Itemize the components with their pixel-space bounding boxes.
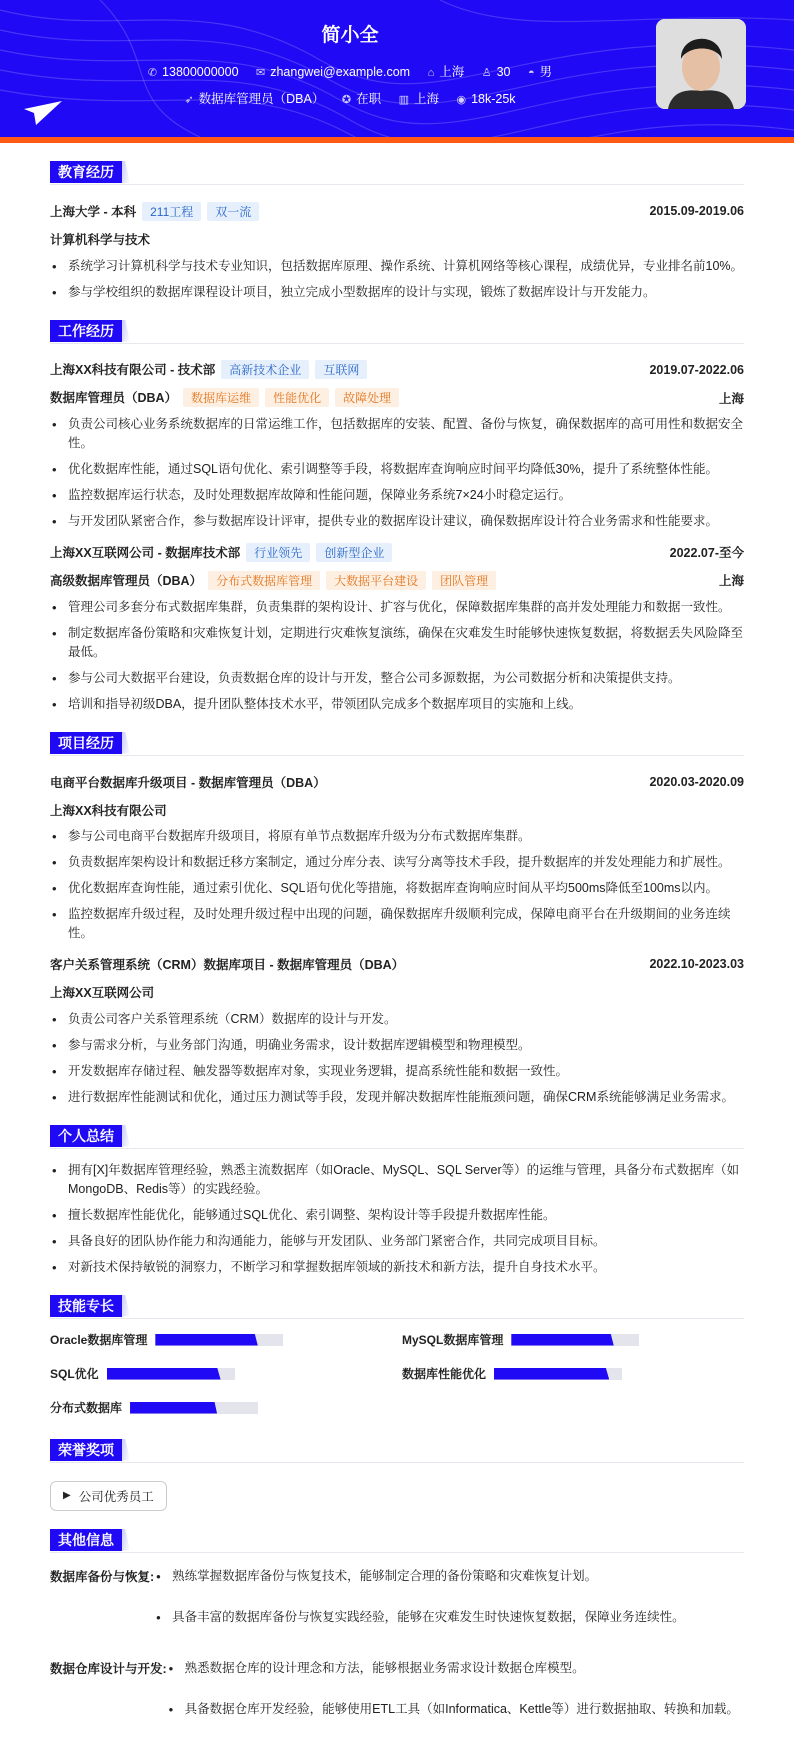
list-item: • 拥有[X]年数据库管理经验，熟悉主流数据库（如Oracle、MySQL、SQL Server等）的运维与管理，具备分布式数据库（如MongoDB、Redis等）的实践经验。 [50, 1161, 744, 1199]
tag: 双一流 [207, 202, 259, 221]
status: 在职 [356, 92, 382, 106]
skill-bar-fill [511, 1334, 613, 1346]
project-company: 上海XX互联网公司 [50, 986, 155, 1000]
tag: 创新型企业 [316, 543, 392, 562]
list-item: • 具备良好的团队协作能力和沟通能力，能够与开发团队、业务部门紧密合作，共同完成项目目标。 [50, 1232, 744, 1251]
section-title: 个人总结 [50, 1125, 122, 1147]
section-title: 其他信息 [50, 1529, 122, 1551]
other-item [50, 1659, 744, 1741]
list-item: • 进行数据库性能测试和优化，通过压力测试等手段，发现并解决数据库性能瓶颈问题，确保CRM系统能够满足业务需求。 [50, 1088, 744, 1107]
section-title: 项目经历 [50, 732, 122, 754]
project-header [50, 950, 744, 978]
salary: 18k-25k [471, 92, 516, 106]
list-item: • 参与公司大数据平台建设，负责数据仓库的设计与开发，整合公司多源数据，为公司数据分析和决策提供支持。 [50, 669, 744, 688]
date: 2015.09-2019.06 [649, 204, 744, 218]
project-company: 上海XX科技有限公司 [50, 803, 167, 818]
skill-item [50, 1365, 402, 1383]
role: 数据库管理员（DBA） [50, 391, 178, 405]
list-item: • 具备数据仓库开发经验，能够使用ETL工具（如Informatica、Kettle等）进行数据抽取、转换和加载。 [167, 1700, 739, 1719]
other-list [50, 1567, 744, 1741]
work-list [50, 356, 744, 714]
company: 上海XX互联网公司 - 数据库技术部 [50, 545, 241, 560]
work-city: 上海 [718, 574, 744, 588]
age-icon: ♙ [481, 67, 492, 79]
list-item: • 系统学习计算机科学与技术专业知识，包括数据库原理、操作系统、计算机网络等核心课程，成绩优异，专业排名前10%。 [50, 257, 744, 276]
list-item: • 参与公司电商平台数据库升级项目，将原有单节点数据库升级为分布式数据库集群。 [50, 827, 744, 846]
date: 2020.03-2020.09 [649, 774, 744, 789]
skill-name: MySQL数据库管理 [402, 1333, 504, 1347]
role-line [50, 566, 744, 594]
list-item: • 管理公司多套分布式数据库集群，负责集群的架构设计、扩容与优化，保障数据库集群的高并发处理能力和数据一致性。 [50, 598, 744, 617]
education-header [50, 197, 744, 225]
avatar [656, 19, 746, 109]
building-icon: ▥ [398, 94, 409, 106]
date: 2019.07-2022.06 [649, 362, 744, 377]
mail-icon: ✉ [256, 67, 266, 79]
contact-row [0, 62, 700, 80]
list-item: • 培训和指导初级DBA，提升团队整体技术水平，带领团队完成多个数据库项目的实施和上线。 [50, 695, 744, 714]
section-work [50, 320, 744, 344]
skill-bar-fill [494, 1368, 609, 1380]
skill-name: 分布式数据库 [50, 1401, 123, 1415]
role-tag: 数据库运维 [183, 388, 259, 407]
skill-name: 数据库性能优化 [402, 1367, 487, 1381]
job-intent-row [0, 89, 700, 107]
list-item: • 优化数据库性能，通过SQL语句优化、索引调整等手段，将数据库查询响应时间平均降低30%，提升了系统整体性能。 [50, 460, 744, 479]
list-item: • 监控数据库升级过程，及时处理升级过程中出现的问题，确保数据库升级顺利完成，保障电商平台在升级期间的业务连续性。 [50, 905, 744, 943]
project-title: 电商平台数据库升级项目 - 数据库管理员（DBA） [50, 775, 326, 790]
role-tag: 性能优化 [265, 388, 329, 407]
gender-icon: ◓ [527, 67, 535, 79]
work-city: 上海 [718, 391, 744, 406]
other-label: 数据仓库设计与开发: [50, 1661, 167, 1676]
list-item: • 开发数据库存储过程、触发器等数据库对象，实现业务逻辑，提高系统性能和数据一致性。 [50, 1062, 744, 1081]
role: 高级数据库管理员（DBA） [50, 573, 203, 588]
skill-name: Oracle数据库管理 [50, 1333, 148, 1347]
skill-bar [130, 1402, 258, 1414]
city: 上海 [439, 65, 465, 79]
role-line [50, 384, 744, 412]
candidate-name: 简小全 [321, 25, 379, 46]
tag: 行业领先 [246, 543, 310, 562]
tag: 高新技术企业 [221, 360, 309, 379]
school: 上海大学 - 本科 [50, 204, 137, 219]
role-tag: 大数据平台建设 [326, 571, 426, 590]
rocket-icon: ➶ [184, 94, 194, 106]
role-tag: 团队管理 [432, 571, 496, 590]
phone-icon: ✆ [147, 67, 158, 79]
list-item: • 对新技术保持敏锐的洞察力，不断学习和掌握数据库领域的新技术和新方法，提升自身技术水平。 [50, 1258, 744, 1277]
section-title: 荣誉奖项 [50, 1439, 122, 1461]
age: 30 [496, 65, 511, 79]
project-header [50, 768, 744, 796]
skills-grid [50, 1331, 744, 1417]
email: zhangwei@example.com [270, 65, 411, 79]
skill-bar [107, 1368, 235, 1380]
section-awards [50, 1439, 744, 1463]
section-skills [50, 1295, 744, 1319]
salary-icon: ◉ [456, 94, 467, 106]
skill-item [402, 1331, 744, 1349]
list-item: • 负责公司核心业务系统数据库的日常运维工作，包括数据库的安装、配置、备份与恢复，确保数据库的高可用性和数据安全性。 [50, 415, 744, 453]
list-item: • 监控数据库运行状态，及时处理数据库故障和性能问题，保障业务系统7×24小时稳定运行。 [50, 486, 744, 505]
tag: 211工程 [142, 202, 201, 221]
skill-item [402, 1365, 744, 1383]
section-project [50, 732, 744, 756]
role-tag: 故障处理 [335, 388, 399, 407]
skill-bar [511, 1334, 639, 1346]
paper-plane-icon [24, 101, 62, 125]
section-summary [50, 1125, 744, 1149]
other-label: 数据库备份与恢复: [50, 1569, 155, 1584]
caret-right-icon: ▶ [63, 1490, 71, 1501]
list-item: • 参与学校组织的数据库课程设计项目，独立完成小型数据库的设计与实现，锻炼了数据库设计与开发能力。 [50, 283, 744, 302]
skill-item [50, 1399, 402, 1417]
summary-list [50, 1161, 744, 1277]
section-education [50, 161, 744, 185]
list-item: • 具备丰富的数据库备份与恢复实践经验，能够在灾难发生时快速恢复数据，保障业务连续性。 [154, 1608, 685, 1627]
award-label: 公司优秀员工 [78, 1489, 154, 1504]
section-title: 工作经历 [50, 320, 122, 342]
accent-stripe [0, 137, 794, 143]
project-list [50, 768, 744, 1107]
skill-bar-fill [155, 1334, 257, 1346]
section-other [50, 1529, 744, 1553]
skill-bar [494, 1368, 622, 1380]
target-city: 上海 [413, 92, 439, 106]
other-item [50, 1567, 744, 1649]
project-title: 客户关系管理系统（CRM）数据库项目 - 数据库管理员（DBA） [50, 958, 405, 972]
award-item[interactable] [50, 1481, 167, 1511]
skill-bar-fill [130, 1402, 217, 1414]
phone: 13800000000 [162, 65, 239, 79]
date: 2022.10-2023.03 [649, 957, 744, 971]
list-item: • 参与需求分析，与业务部门沟通，明确业务需求，设计数据库逻辑模型和物理模型。 [50, 1036, 744, 1055]
section-title: 教育经历 [50, 161, 122, 183]
section-title: 技能专长 [50, 1295, 122, 1317]
list-item: • 擅长数据库性能优化，能够通过SQL优化、索引调整、架构设计等手段提升数据库性能。 [50, 1206, 744, 1225]
major: 计算机科学与技术 [50, 233, 151, 247]
list-item: • 与开发团队紧密合作，参与数据库设计评审，提供专业的数据库设计建议，确保数据库设计符合业务需求和性能要求。 [50, 512, 744, 531]
skill-bar-fill [107, 1368, 221, 1380]
list-item: • 熟悉数据仓库的设计理念和方法，能够根据业务需求设计数据仓库模型。 [167, 1659, 739, 1678]
list-item: • 制定数据库备份策略和灾难恢复计划，定期进行灾难恢复演练，确保在灾难发生时能够快速恢复数据，将数据丢失风险降至最低。 [50, 624, 744, 662]
work-header [50, 356, 744, 384]
resume-header [0, 0, 794, 137]
company: 上海XX科技有限公司 - 技术部 [50, 363, 216, 377]
education-bullets [50, 257, 744, 302]
work-header [50, 538, 744, 566]
status-icon: ✪ [341, 94, 352, 106]
date: 2022.07-至今 [669, 546, 744, 560]
position: 数据库管理员（DBA） [198, 92, 325, 106]
list-item: • 负责公司客户关系管理系统（CRM）数据库的设计与开发。 [50, 1010, 744, 1029]
tag: 互联网 [315, 360, 367, 379]
skill-item [50, 1331, 402, 1349]
skill-name: SQL优化 [50, 1367, 99, 1381]
skill-bar [155, 1334, 283, 1346]
role-tag: 分布式数据库管理 [208, 571, 320, 590]
list-item: • 负责数据库架构设计和数据迁移方案制定，通过分库分表、读写分离等技术手段，提升数据库的并发处理能力和扩展性。 [50, 853, 744, 872]
list-item: • 熟练掌握数据库备份与恢复技术，能够制定合理的备份策略和灾难恢复计划。 [154, 1567, 685, 1586]
home-icon: ⌂ [427, 67, 435, 79]
list-item: • 优化数据库查询性能，通过索引优化、SQL语句优化等措施，将数据库查询响应时间从平均500ms降低至100ms以内。 [50, 879, 744, 898]
gender: 男 [539, 65, 553, 79]
